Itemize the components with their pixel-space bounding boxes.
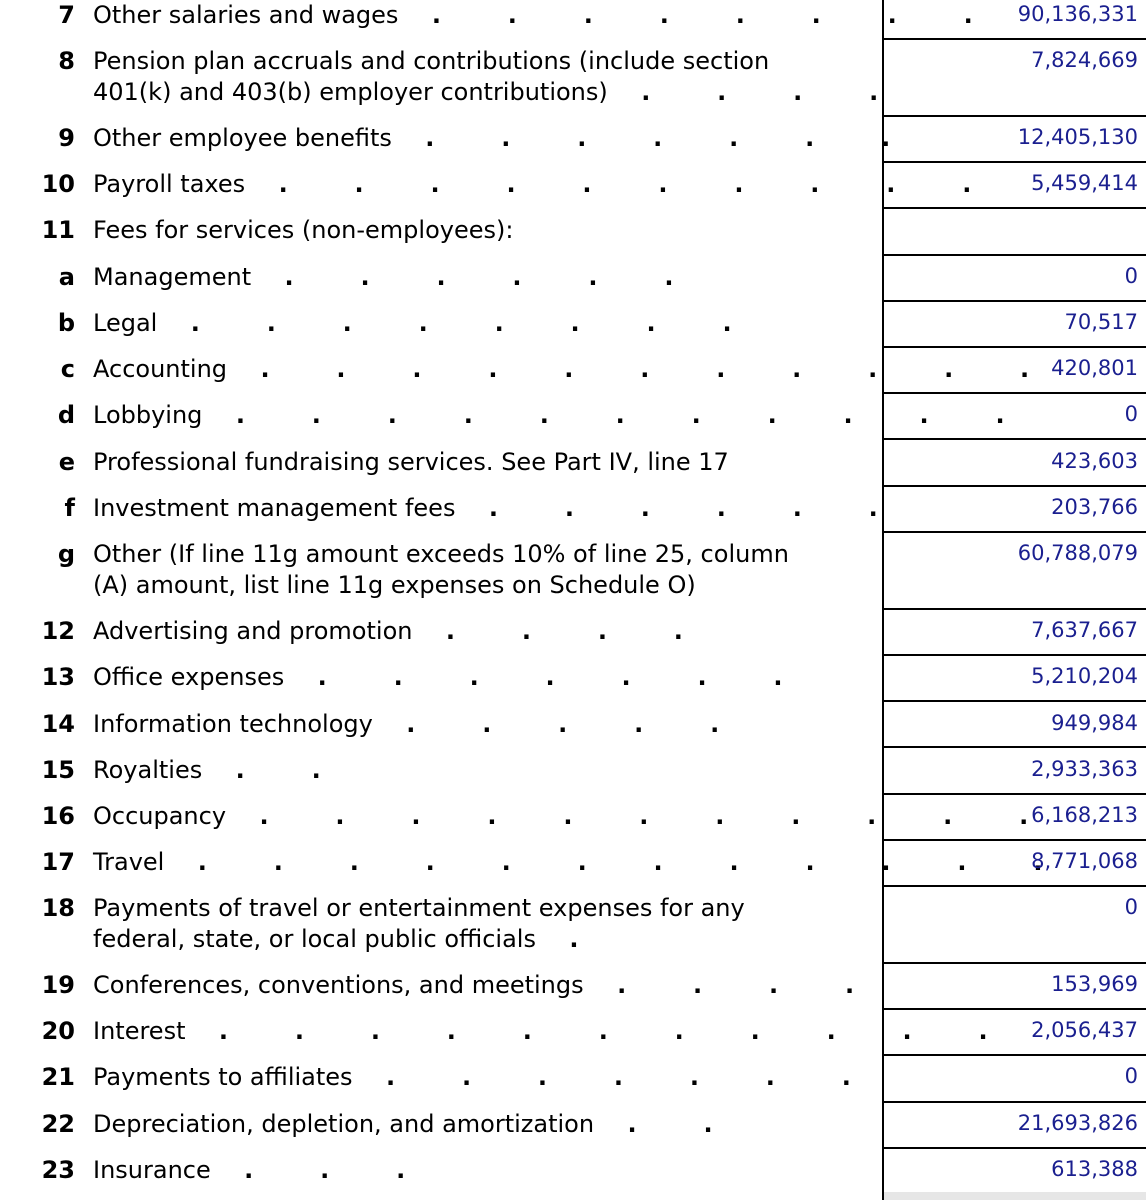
- amount-cell-border: [882, 485, 1146, 487]
- line-description: [93, 924, 579, 955]
- amount-cell: 5,210,204: [1031, 664, 1138, 688]
- line-description: [93, 847, 1043, 878]
- line-number: 20: [41, 1017, 75, 1045]
- line-description-text: Investment management fees: [93, 494, 456, 522]
- line-number: d: [57, 401, 75, 429]
- next-row-shade: [884, 1192, 1146, 1200]
- leader-dots: . . . . . . . . . . .: [185, 1017, 988, 1045]
- line-description-text: (A) amount, list line 11g expenses on Schedule O): [93, 571, 696, 599]
- amount-cell-border: [882, 254, 1146, 256]
- amount-cell-border: [882, 438, 1146, 440]
- amount-cell: 0: [1124, 1064, 1138, 1088]
- line-number: b: [57, 309, 75, 337]
- line-description-text: Office expenses: [93, 663, 285, 691]
- line-description: [93, 662, 783, 693]
- line-number: f: [64, 494, 75, 522]
- amount-cell: 5,459,414: [1031, 171, 1138, 195]
- amount-cell-border: [882, 700, 1146, 702]
- leader-dots: . . . . . . .: [391, 124, 891, 152]
- amount-cell-border: [882, 1054, 1146, 1056]
- line-number: 21: [41, 1063, 75, 1091]
- amount-cell-border: [882, 654, 1146, 656]
- amount-cell: 949,984: [1051, 711, 1138, 735]
- line-description: [93, 1016, 988, 1047]
- amount-cell: 7,824,669: [1031, 48, 1138, 72]
- amount-cell-border: [882, 1008, 1146, 1010]
- amount-cell: 21,693,826: [1017, 1111, 1138, 1135]
- leader-dots: . . . . . . . . . .: [245, 170, 972, 198]
- line-description-text: Other salaries and wages: [93, 1, 399, 29]
- line-description-text: Legal: [93, 309, 158, 337]
- line-description: [93, 709, 719, 740]
- line-number: g: [57, 540, 75, 568]
- line-description: [93, 46, 769, 77]
- amount-cell-border: [882, 392, 1146, 394]
- amount-cell: 2,056,437: [1031, 1018, 1138, 1042]
- line-description: [93, 308, 732, 339]
- leader-dots: . . . . . . . .: [157, 309, 732, 337]
- line-description-text: Lobbying: [93, 401, 203, 429]
- leader-dots: . . . . . . . . . . . .: [164, 848, 1043, 876]
- line-number: 8: [58, 47, 75, 75]
- amount-cell-border: [882, 161, 1146, 163]
- line-description: [93, 570, 696, 601]
- amount-cell-border: [882, 962, 1146, 964]
- line-description-text: Advertising and promotion: [93, 617, 413, 645]
- amount-cell-border: [882, 1147, 1146, 1149]
- amount-cell-border: [882, 746, 1146, 748]
- line-description: [93, 354, 1030, 385]
- amount-cell-border: [882, 207, 1146, 209]
- line-description: [93, 1155, 405, 1186]
- line-description-text: Royalties: [93, 756, 203, 784]
- amount-cell: 70,517: [1064, 310, 1138, 334]
- line-description-text: 401(k) and 403(b) employer contributions): [93, 78, 608, 106]
- line-number: 17: [41, 848, 75, 876]
- leader-dots: . .: [594, 1110, 713, 1138]
- leader-dots: . . . . . . .: [352, 1063, 851, 1091]
- amount-cell: 6,168,213: [1031, 803, 1138, 827]
- amount-cell: 60,788,079: [1017, 541, 1138, 565]
- amount-cell: 2,933,363: [1031, 757, 1138, 781]
- amount-cell: 153,969: [1051, 972, 1138, 996]
- line-number: 19: [41, 971, 75, 999]
- leader-dots: .: [535, 925, 579, 953]
- line-number: 7: [58, 1, 75, 29]
- line-description: [93, 77, 879, 108]
- amount-cell-border: [882, 839, 1146, 841]
- line-description-text: Insurance: [93, 1156, 211, 1184]
- line-description-text: Payroll taxes: [93, 170, 246, 198]
- line-description: [93, 215, 513, 246]
- line-number: a: [58, 263, 75, 291]
- line-number: 9: [58, 124, 75, 152]
- line-number: 22: [41, 1110, 75, 1138]
- line-description: [93, 447, 729, 478]
- line-description: [93, 755, 321, 786]
- leader-dots: . . . .: [607, 78, 879, 106]
- line-description-text: Accounting: [93, 355, 228, 383]
- line-description: [93, 169, 972, 200]
- line-description: [93, 123, 891, 154]
- line-description-text: Travel: [93, 848, 165, 876]
- line-number: 16: [41, 802, 75, 830]
- line-number: 18: [41, 894, 75, 922]
- leader-dots: . . . . . . . . . . .: [226, 802, 1029, 830]
- line-number: c: [60, 355, 75, 383]
- line-number: e: [58, 448, 75, 476]
- amount-cell-border: [882, 300, 1146, 302]
- amount-cell-border: [882, 608, 1146, 610]
- amount-cell-border: [882, 346, 1146, 348]
- line-number: 11: [41, 216, 75, 244]
- amount-cell: 0: [1124, 895, 1138, 919]
- line-description: [93, 970, 854, 1001]
- line-description-text: Pension plan accruals and contributions (include section: [93, 47, 770, 75]
- line-description: [93, 1109, 713, 1140]
- amount-cell: 423,603: [1051, 449, 1138, 473]
- line-number: 15: [41, 756, 75, 784]
- leader-dots: . . . . . . . .: [398, 1, 973, 29]
- line-number: 10: [41, 170, 75, 198]
- line-description-text: Professional fundraising services. See Part IV, line 17: [93, 448, 729, 476]
- amount-cell: 0: [1124, 264, 1138, 288]
- line-description-text: Depreciation, depletion, and amortization: [93, 1110, 595, 1138]
- amount-cell-border: [882, 885, 1146, 887]
- amount-cell: 12,405,130: [1017, 125, 1138, 149]
- leader-dots: . . . . . .: [455, 494, 878, 522]
- line-description: [93, 1062, 851, 1093]
- leader-dots: . .: [202, 756, 321, 784]
- line-description: [93, 0, 973, 31]
- line-number: 14: [41, 710, 75, 738]
- line-description-text: Interest: [93, 1017, 186, 1045]
- leader-dots: . . . . . . . . . . .: [202, 401, 1005, 429]
- amount-cell: 0: [1124, 402, 1138, 426]
- line-description-text: Other (If line 11g amount exceeds 10% of line 25, column: [93, 540, 789, 568]
- amount-cell: 613,388: [1051, 1157, 1138, 1181]
- amount-cell-border: [882, 531, 1146, 533]
- amount-cell: 7,637,667: [1031, 618, 1138, 642]
- line-description-text: federal, state, or local public officials: [93, 925, 536, 953]
- line-description: [93, 493, 878, 524]
- line-description-text: Other employee benefits: [93, 124, 392, 152]
- amount-cell-border: [882, 793, 1146, 795]
- line-description: [93, 616, 683, 647]
- line-description-text: Payments to affiliates: [93, 1063, 353, 1091]
- leader-dots: . . . .: [583, 971, 855, 999]
- line-description-text: Conferences, conventions, and meetings: [93, 971, 584, 999]
- leader-dots: . . . . . . . . . . .: [227, 355, 1030, 383]
- line-description: [93, 539, 789, 570]
- line-description: [93, 262, 673, 293]
- line-description: [93, 801, 1029, 832]
- line-description-text: Fees for services (non-employees):: [93, 216, 514, 244]
- line-description-text: Information technology: [93, 710, 373, 738]
- amount-cell: 8,771,068: [1031, 849, 1138, 873]
- amount-cell: 420,801: [1051, 356, 1138, 380]
- line-description: [93, 400, 1005, 431]
- line-number: 23: [41, 1156, 75, 1184]
- leader-dots: . . . . . . .: [284, 663, 783, 691]
- line-description-text: Payments of travel or entertainment expenses for any: [93, 894, 745, 922]
- amount-cell: 90,136,331: [1017, 2, 1138, 26]
- leader-dots: . . . .: [412, 617, 683, 645]
- line-description-text: Management: [93, 263, 252, 291]
- amount-cell-border: [882, 1101, 1146, 1103]
- line-number: 13: [41, 663, 75, 691]
- amount-cell-border: [882, 38, 1146, 40]
- amount-cell: 203,766: [1051, 495, 1138, 519]
- amount-cell-border: [882, 115, 1146, 117]
- line-description: [93, 893, 745, 924]
- leader-dots: . . .: [210, 1156, 406, 1184]
- leader-dots: . . . . .: [372, 710, 720, 738]
- line-number: 12: [41, 617, 75, 645]
- line-description-text: Occupancy: [93, 802, 227, 830]
- leader-dots: . . . . . .: [251, 263, 674, 291]
